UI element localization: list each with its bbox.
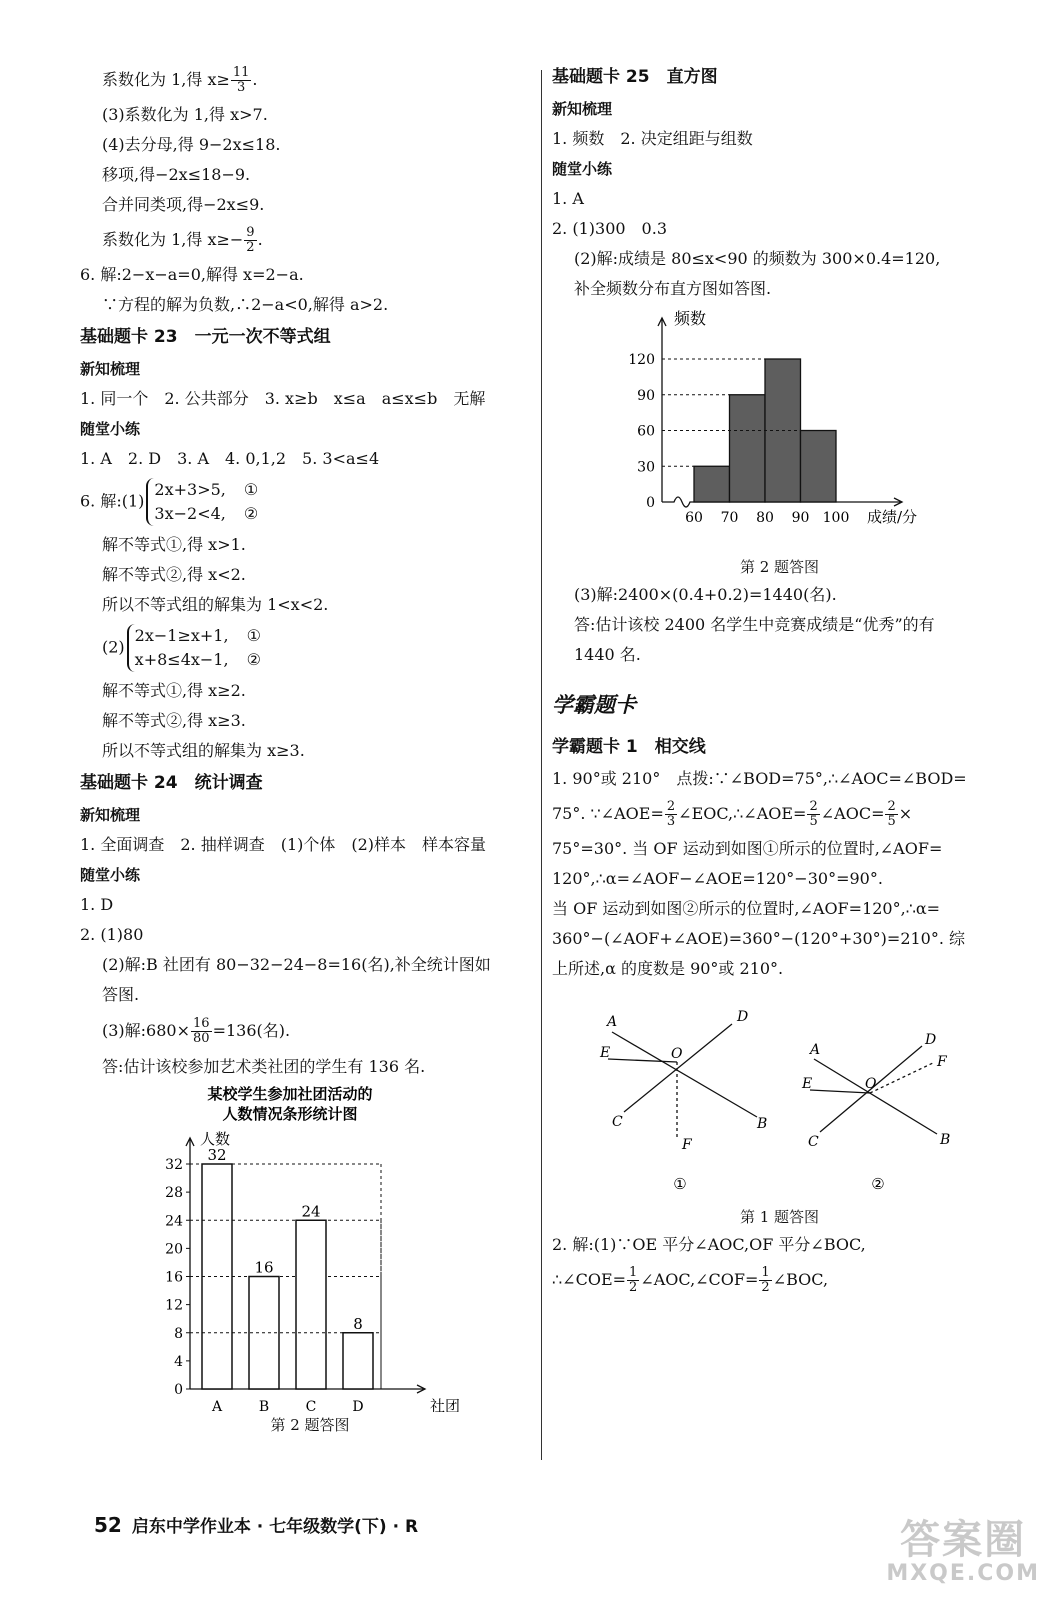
y-tick-label: 28 (165, 1185, 183, 1202)
text-line: (2)解:成绩是 80≤x<90 的频数为 300×0.4=120, (574, 249, 941, 268)
svg-text:E: E (600, 1045, 611, 1061)
bar-value-label: 32 (207, 1146, 227, 1164)
page-number: 52 (94, 1513, 122, 1537)
histogram-bar (694, 466, 730, 502)
svg-text:A: A (810, 1042, 821, 1058)
text-line: 移项,得−2x≤18−9. (102, 165, 251, 184)
y-axis-label: 频数 (674, 309, 707, 328)
subheading: 随堂小练 (552, 160, 613, 178)
text-line: 1. D (80, 895, 114, 914)
y-tick-label: 32 (165, 1157, 183, 1173)
y-tick-label: 16 (165, 1269, 183, 1286)
text-line: 2. (1)300 0.3 (552, 219, 668, 238)
text-line: 1. 全面调查 2. 抽样调查 (1)个体 (2)样本 样本容量 (80, 835, 487, 854)
text-line: 解不等式①,得 x≥2. (102, 681, 246, 700)
text-line: 解不等式①,得 x>1. (102, 535, 246, 554)
svg-text:A: A (607, 1014, 618, 1030)
system-brace: 2x+3>5, ① 3x−2<4, ② (146, 478, 258, 526)
inequality-system: 6. 解:(1) 2x+3>5, ① 3x−2<4, ② (80, 474, 530, 530)
svg-text:B: B (757, 1116, 768, 1132)
system-brace: 2x−1≥x+1, ① x+8≤4x−1, ② (127, 624, 261, 672)
y-tick-label: 120 (628, 352, 655, 368)
svg-text:O: O (865, 1076, 877, 1092)
svg-text:D: D (925, 1032, 937, 1048)
text-line: 系数化为 1,得 x≥− $\frac{9}{2}$ . (102, 225, 263, 255)
text-line: 2. (1)80 (80, 925, 144, 944)
page-footer (94, 1512, 418, 1537)
svg-text:E: E (802, 1076, 813, 1092)
y-tick-label: 20 (165, 1241, 183, 1258)
text-line: 答图. (102, 985, 140, 1004)
x-tick-label: A (211, 1399, 223, 1412)
text-line: (2)解:B 社团有 80−32−24−8=16(名),补全统计图如 (102, 955, 491, 974)
x-tick-label: 100 (822, 510, 850, 526)
fraction: $\frac{1}{2}$ (629, 1265, 638, 1295)
text-line: 上所述,α 的度数是 90°或 210°. (552, 959, 784, 978)
text-line: 系数化为 1,得 x≥ $\frac{11}{3}$ . (102, 65, 258, 95)
y-tick-label: 12 (165, 1297, 183, 1314)
figure-caption: 第 2 题答图 (739, 558, 820, 576)
watermark-logo: 答案圈 MXQE.COM (886, 1517, 1040, 1586)
fraction: $\frac{2}{5}$ (809, 799, 818, 829)
fraction: $\frac{9}{2}$ (246, 225, 255, 255)
svg-text:D: D (737, 1009, 749, 1025)
text-line: 120°,∴α=∠AOF−∠AOE=120°−30°=90°. (552, 869, 883, 888)
section-heading: 学霸题卡 1 相交线 (552, 737, 706, 757)
text-line: 1. A 2. D 3. A 4. 0,1,2 5. 3<a≤4 (80, 449, 380, 468)
score-histogram (612, 304, 1032, 554)
text-line: 解不等式②,得 x≥3. (102, 711, 246, 730)
y-tick-label: 0 (646, 495, 655, 511)
text-line: ∵方程的解为负数,∴2−a<0,解得 a>2. (102, 295, 389, 314)
text-line: 补全频数分布直方图如答图. (574, 279, 772, 298)
svg-text:C: C (808, 1134, 819, 1150)
svg-text:②: ② (871, 1175, 885, 1193)
bar-value-label: 16 (254, 1258, 274, 1277)
text-line: 75°=30°. 当 OF 运动到如图①所示的位置时,∠AOF= (552, 839, 943, 858)
text-line: 75°. ∵∠AOE= $\frac{2}{3}$ ∠EOC,∴∠AOE= $\frac{2}{5}$ ∠AOC= $\frac{2}{5}$ × (552, 799, 913, 829)
bar-D (343, 1333, 373, 1389)
y-axis-label: 人数 (200, 1130, 231, 1148)
chart-title-line1: 某校学生参加社团活动的 (207, 1085, 373, 1103)
bar-value-label: 8 (353, 1314, 363, 1333)
text-line: 所以不等式组的解集为 1<x<2. (102, 595, 329, 614)
section-heading: 基础题卡 23 一元一次不等式组 (80, 327, 331, 347)
text-line: (4)去分母,得 9−2x≤18. (102, 135, 281, 154)
geometry-figure-2 (801, 1032, 950, 1193)
subheading: 新知梳理 (80, 806, 141, 824)
svg-text:B: B (940, 1132, 951, 1148)
section-heading: 基础题卡 24 统计调查 (80, 773, 263, 793)
geometry-figures (552, 984, 1007, 1204)
svg-text:①: ① (673, 1175, 687, 1193)
y-tick-label: 90 (637, 387, 655, 404)
text-line: 1. 同一个 2. 公共部分 3. x≥b x≤a a≤x≤b 无解 (80, 389, 486, 408)
svg-text:F: F (937, 1054, 947, 1070)
fraction: $\frac{16}{80}$ (193, 1016, 210, 1046)
text-line: 当 OF 运动到如图②所示的位置时,∠AOF=120°,∴α= (552, 899, 941, 918)
text-line: 解不等式②,得 x<2. (102, 565, 246, 584)
text-line: 1. A (552, 189, 584, 208)
x-tick-label: C (305, 1399, 317, 1412)
text-line: (3)解:2400×(0.4+0.2)=1440(名). (574, 585, 837, 604)
x-tick-label: 90 (791, 510, 810, 526)
subheading: 新知梳理 (80, 360, 141, 378)
text-line: 2. 解:(1)∵OE 平分∠AOC,OF 平分∠BOC, (552, 1235, 866, 1254)
chart-title-line2: 人数情况条形统计图 (222, 1105, 358, 1123)
x-tick-label: B (258, 1399, 270, 1412)
inequality-system: (2) 2x−1≥x+1, ① x+8≤4x−1, ② (80, 620, 530, 676)
book-title: 启东中学作业本 · 七年级数学(下) · R (131, 1517, 419, 1537)
text-line: 6. 解:2−x−a=0,解得 x=2−a. (80, 265, 304, 284)
text-line: ∴∠COE= $\frac{1}{2}$ ∠AOC,∠COF= $\frac{1}{2}$ ∠BOC, (552, 1265, 829, 1295)
subheading: 新知梳理 (552, 100, 613, 118)
x-tick-label: D (352, 1399, 364, 1412)
left-column (80, 60, 530, 1438)
text-line: 答:估计该校 2400 名学生中竞赛成绩是“优秀”的有 (574, 615, 935, 634)
y-tick-label: 8 (174, 1325, 183, 1342)
figure-caption: 第 1 题答图 (739, 1208, 820, 1226)
subheading: 随堂小练 (80, 420, 141, 438)
y-tick-label: 4 (174, 1353, 183, 1370)
text-line: (3)解:680× $\frac{16}{80}$ =136(名). (102, 1016, 291, 1046)
fraction: $\frac{1}{2}$ (761, 1265, 770, 1295)
text-line: 1. 频数 2. 决定组距与组数 (552, 129, 753, 148)
figure-caption: 第 2 题答图 (270, 1416, 350, 1434)
y-tick-label: 24 (165, 1213, 183, 1230)
y-tick-label: 60 (637, 423, 655, 440)
y-tick-label: 0 (174, 1382, 183, 1398)
y-tick-label: 30 (637, 459, 655, 476)
bar-C (296, 1220, 326, 1389)
club-bar-chart (130, 1082, 550, 1412)
text-line: 1. 90°或 210° 点拨:∵∠BOD=75°,∴∠AOC=∠BOD= (552, 769, 967, 788)
right-column (552, 60, 1007, 1300)
text-line: (3)系数化为 1,得 x>7. (102, 105, 268, 124)
x-axis-label: 社团 (430, 1397, 461, 1412)
fraction: $\frac{2}{5}$ (887, 799, 896, 829)
section-banner: 学霸题卡 (552, 692, 636, 717)
text-line: 所以不等式组的解集为 x≥3. (102, 741, 305, 760)
svg-text:F: F (682, 1137, 692, 1153)
section-heading: 基础题卡 25 直方图 (552, 67, 718, 87)
subheading: 随堂小练 (80, 866, 141, 884)
histogram-bar (730, 395, 766, 502)
text-line: 360°−(∠AOF+∠AOE)=360°−(120°+30°)=210°. 综 (552, 929, 966, 948)
x-tick-label: 70 (720, 510, 739, 526)
geometry-figure-1 (599, 1009, 767, 1193)
svg-text:O: O (671, 1046, 683, 1062)
x-tick-label: 60 (685, 510, 703, 526)
x-tick-label: 80 (756, 510, 774, 526)
text-line: 合并同类项,得−2x≤9. (102, 195, 265, 214)
text-line: 答:估计该校参加艺术类社团的学生有 136 名. (102, 1057, 426, 1076)
fraction: $\frac{11}{3}$ (232, 65, 250, 95)
histogram-bar (801, 431, 837, 503)
x-axis-label: 成绩/分 (867, 508, 918, 526)
svg-text:C: C (612, 1114, 623, 1130)
fraction: $\frac{2}{3}$ (666, 799, 676, 829)
bar-value-label: 24 (301, 1202, 321, 1221)
text-line: 1440 名. (574, 645, 641, 664)
